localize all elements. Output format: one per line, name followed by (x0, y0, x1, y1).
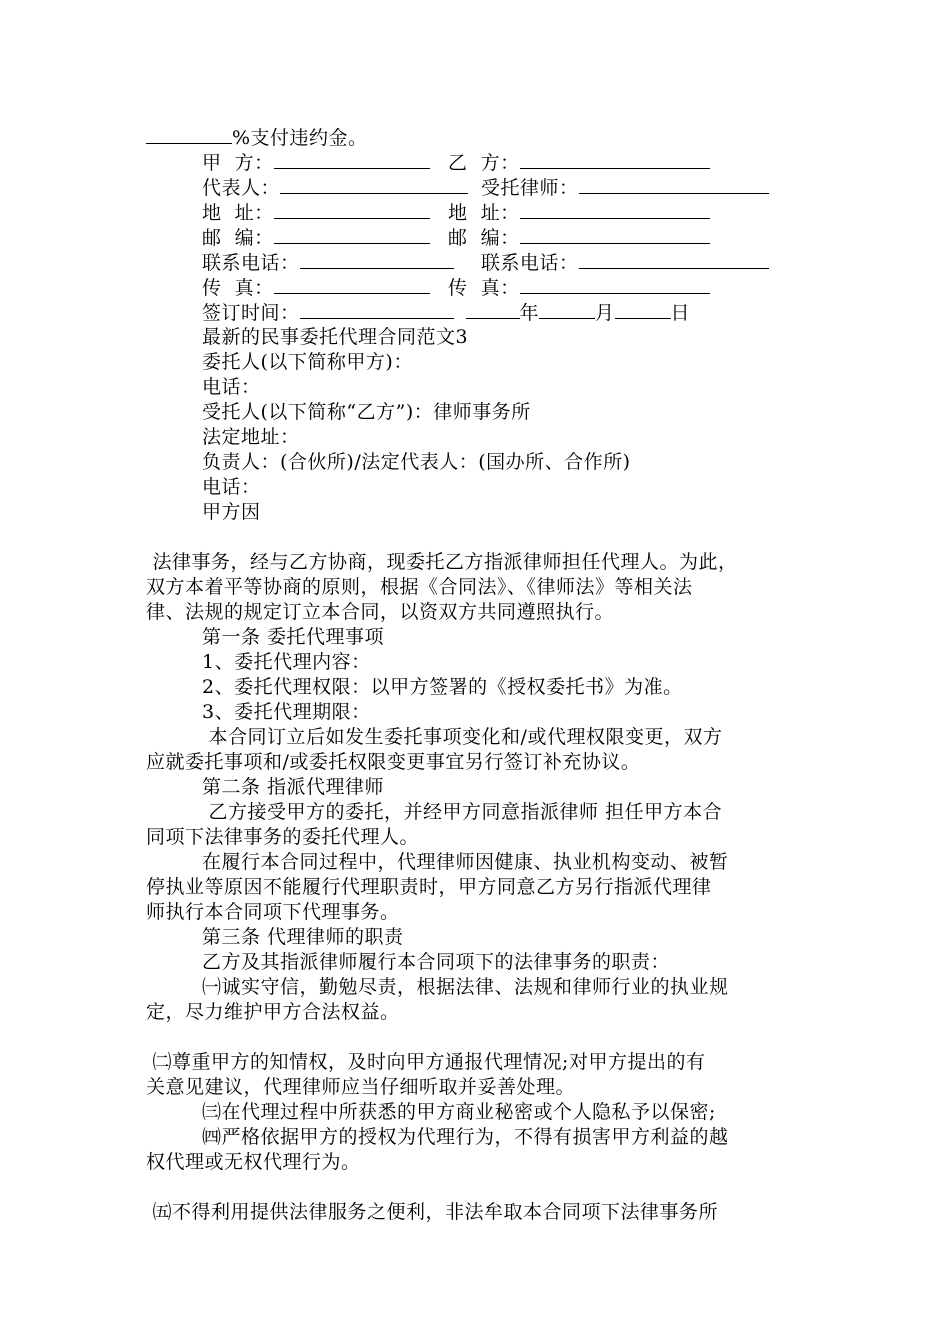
text-line: ㈠诚实守信，勤勉尽责，根据法律、法规和律师行业的执业规 (202, 976, 729, 998)
address-b-label: 地 址： (448, 200, 710, 225)
blank-underline (520, 275, 710, 294)
address-a-label: 地 址： (202, 200, 430, 225)
text-line: 同项下法律事务的委托代理人。 (146, 826, 420, 848)
text-line: 电话： (202, 376, 261, 398)
text-line: 负责人：(合伙所)/法定代表人：(国办所、合作所) (202, 451, 631, 473)
blank-underline (300, 250, 454, 269)
text-line: ㈢在代理过程中所获悉的甲方商业秘密或个人隐私予以保密; (202, 1101, 716, 1123)
text-line: ㈡尊重甲方的知情权，及时向甲方通报代理情况;对甲方提出的有 (146, 1051, 706, 1073)
text-line: 关意见建议，代理律师应当仔细听取并妥善处理。 (146, 1076, 576, 1098)
article-heading: 第二条 指派代理律师 (202, 776, 385, 798)
phone-a-label: 联系电话： (202, 250, 454, 275)
text-line: 法定地址： (202, 426, 300, 448)
penalty-line (146, 125, 368, 150)
text-line: 2、委托代理权限：以甲方签署的《授权委托书》为准。 (202, 676, 683, 698)
text-line: 在履行本合同过程中，代理律师因健康、执业机构变动、被暂 (202, 851, 729, 873)
text-line: %支付违约金。 (232, 127, 368, 149)
text-line: ㈤不得利用提供法律服务之便利，非法牟取本合同项下法律事务所 (146, 1201, 719, 1223)
article-heading: 第三条 代理律师的职责 (202, 926, 404, 948)
blank-underline (520, 150, 710, 169)
blank-underline (520, 200, 710, 219)
text-line: 甲方因 (202, 501, 261, 523)
blank-underline (280, 175, 468, 194)
representative-label: 代表人： (202, 175, 468, 200)
text-line: 定，尽力维护甲方合法权益。 (146, 1001, 400, 1023)
text-line: 本合同订立后如发生委托事项变化和/或代理权限变更，双方 (202, 726, 723, 748)
text-line: 乙方及其指派律师履行本合同项下的法律事务的职责： (202, 951, 671, 973)
text-line: 法律事务，经与乙方协商，现委托乙方指派律师担任代理人。为此， (146, 551, 738, 573)
text-line: 3、委托代理期限： (202, 701, 371, 723)
fax-a-label: 传 真： (202, 275, 430, 300)
blank-underline (579, 175, 769, 194)
text-line: 应就委托事项和/或委托权限变更事宜另行签订补充协议。 (146, 751, 641, 773)
blank-underline (274, 275, 430, 294)
blank-underline (300, 300, 454, 319)
text-line: 乙方接受甲方的委托，并经甲方同意指派律师 担任甲方本合 (202, 801, 723, 823)
blank-underline (520, 225, 710, 244)
text-line: 权代理或无权代理行为。 (146, 1151, 361, 1173)
blank-underline (615, 300, 671, 319)
text-line: 双方本着平等协商的原则，根据《合同法》、《律师法》等相关法 (146, 576, 693, 598)
phone-b-label: 联系电话： (481, 250, 769, 275)
section-title: 最新的民事委托代理合同范文3 (202, 326, 469, 348)
blank-underline (274, 200, 430, 219)
text-line: 律、法规的规定订立本合同，以资双方共同遵照执行。 (146, 601, 615, 623)
fax-b-label: 传 真： (448, 275, 710, 300)
party-b-label: 乙 方： (448, 150, 710, 175)
blank-underline (579, 250, 769, 269)
postcode-b-label: 邮 编： (448, 225, 710, 250)
blank-underline (274, 150, 430, 169)
text-line: 停执业等原因不能履行代理职责时，甲方同意乙方另行指派代理律 (146, 876, 712, 898)
blank-underline (146, 125, 232, 144)
text-line: 1、委托代理内容： (202, 651, 371, 673)
lawyer-label: 受托律师： (481, 175, 769, 200)
blank-underline (539, 300, 595, 319)
text-line: 受托人(以下简称“乙方”)：律师事务所 (202, 401, 531, 423)
text-line: ㈣严格依据甲方的授权为代理行为，不得有损害甲方利益的越 (202, 1126, 729, 1148)
sign-date-line: 签订时间： 年 月 日 (202, 302, 691, 324)
blank-underline (274, 225, 430, 244)
text-line: 师执行本合同项下代理事务。 (146, 901, 400, 923)
blank-underline (466, 300, 520, 319)
text-line: 委托人(以下简称甲方)： (202, 351, 413, 373)
article-heading: 第一条 委托代理事项 (202, 626, 385, 648)
party-a-label: 甲 方： (202, 150, 430, 175)
postcode-a-label: 邮 编： (202, 225, 430, 250)
text-line: 电话： (202, 476, 261, 498)
